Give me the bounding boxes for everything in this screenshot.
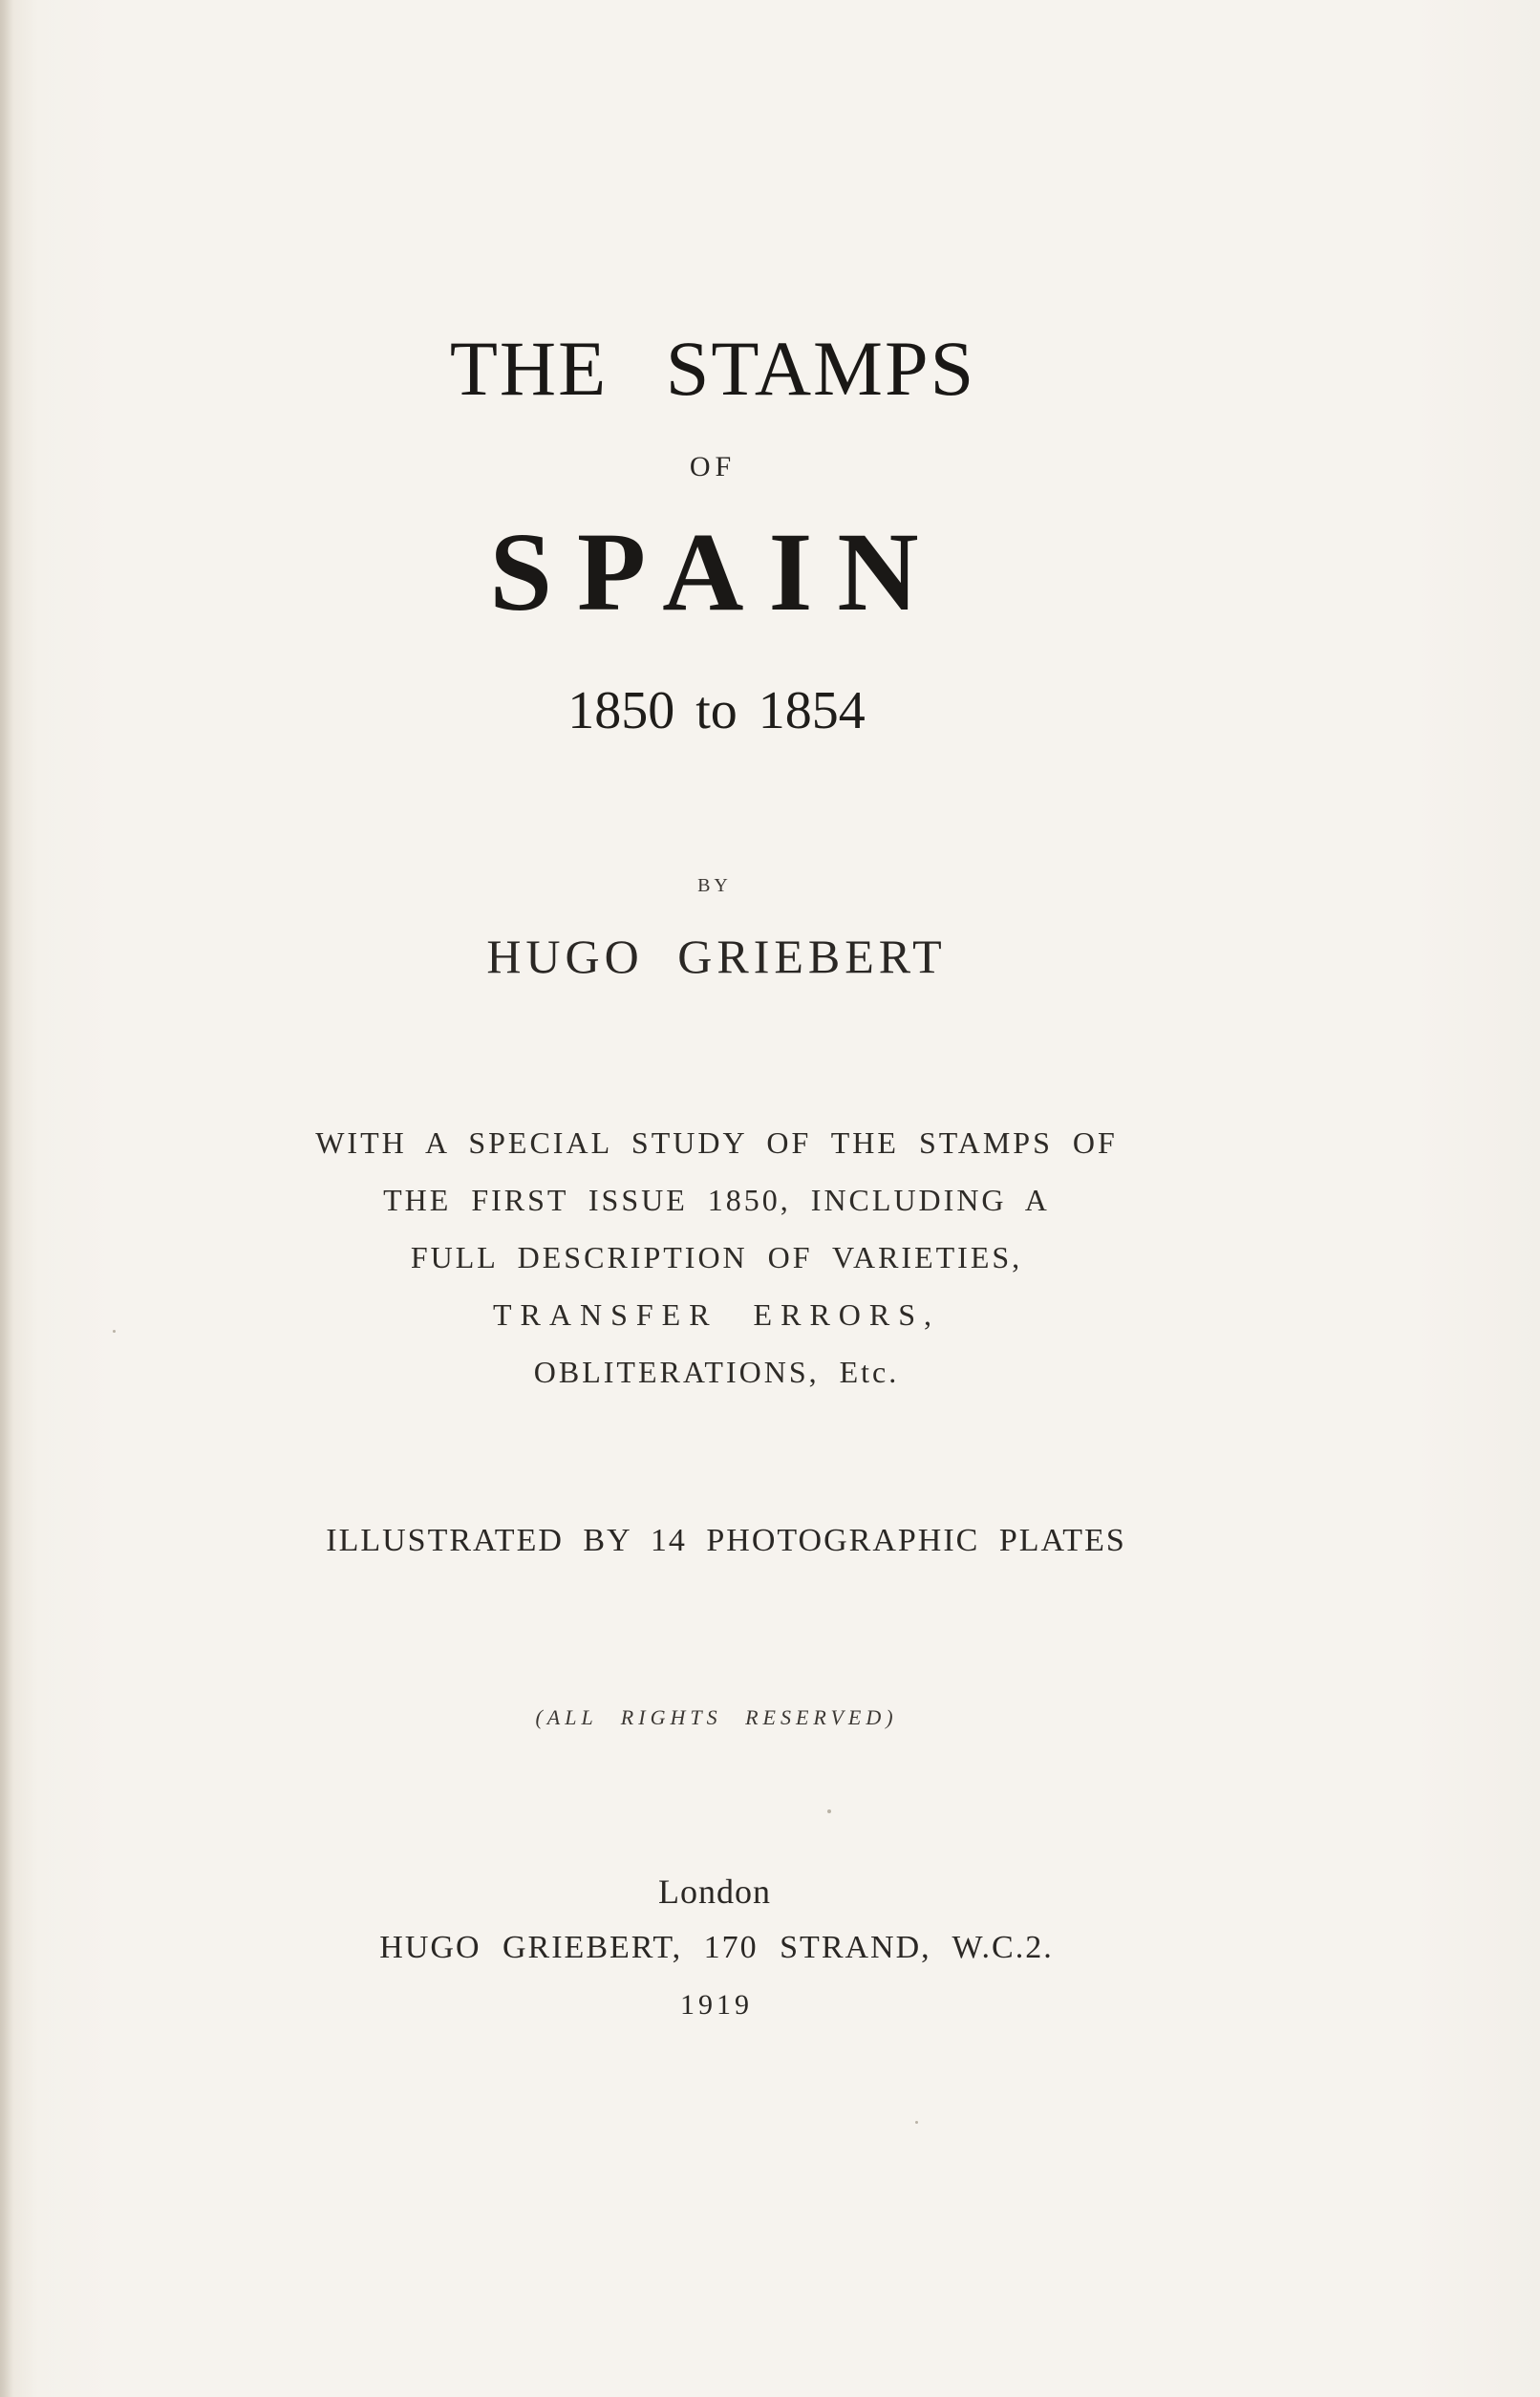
book-title-line: THE STAMPS	[449, 325, 976, 412]
imprint-city: London	[658, 1873, 771, 1911]
description-line: THE FIRST ISSUE 1850, INCLUDING A	[383, 1183, 1050, 1217]
description-line: FULL DESCRIPTION OF VARIETIES,	[410, 1240, 1023, 1274]
paper-speck	[827, 1809, 831, 1813]
book-title-country: SPAIN	[489, 509, 944, 634]
author-name: HUGO GRIEBERT	[486, 930, 947, 983]
description-line: TRANSFER ERRORS,	[492, 1297, 941, 1332]
description-line: OBLITERATIONS, Etc.	[533, 1355, 900, 1389]
imprint-year: 1919	[680, 1989, 753, 2021]
byline-label: BY	[697, 875, 732, 896]
illustrations-note: ILLUSTRATED BY 14 PHOTOGRAPHIC PLATES	[326, 1523, 1126, 1558]
paper-speck	[113, 1330, 116, 1333]
imprint-publisher: HUGO GRIEBERT, 170 STRAND, W.C.2.	[379, 1930, 1054, 1965]
description-line: WITH A SPECIAL STUDY OF THE STAMPS OF	[315, 1125, 1118, 1160]
title-connector: OF	[689, 451, 737, 482]
paper-speck	[915, 2121, 918, 2124]
date-range: 1850 to 1854	[567, 681, 866, 740]
rights-notice: (ALL RIGHTS RESERVED)	[535, 1705, 898, 1729]
